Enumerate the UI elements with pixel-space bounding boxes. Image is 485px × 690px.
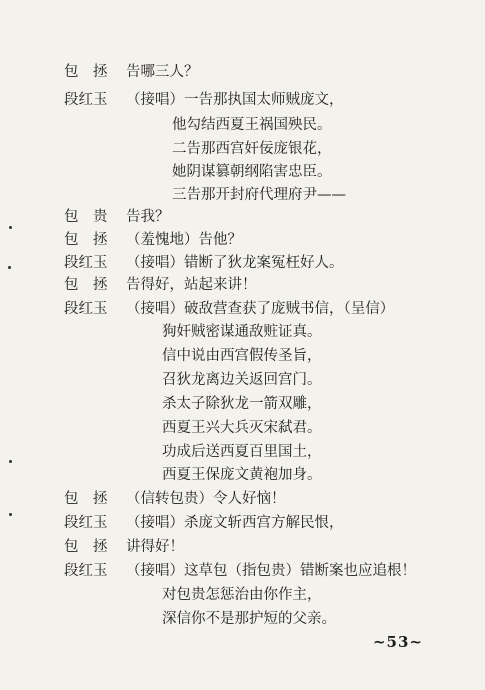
verse-line bbox=[0, 320, 485, 344]
verse-line bbox=[0, 137, 485, 161]
line-text: 告我？ bbox=[126, 209, 170, 225]
dialogue-line bbox=[0, 487, 485, 511]
verse-text: 召狄龙离边关返回宫门。 bbox=[162, 372, 322, 388]
verse-text: 功成后送西夏百里国土， bbox=[162, 444, 322, 460]
line-text: （信转包贵）令人好恼！ bbox=[126, 491, 286, 507]
speaker-name: 包 拯 bbox=[64, 539, 108, 555]
speaker-name: 段红玉 bbox=[64, 301, 108, 317]
verse-line bbox=[0, 183, 485, 207]
verse-line bbox=[0, 113, 485, 137]
verse-line bbox=[0, 160, 485, 184]
verse-text: 杀太子除狄龙一箭双雕， bbox=[162, 396, 322, 412]
speaker-name: 包 拯 bbox=[64, 491, 108, 507]
verse-line bbox=[0, 607, 485, 631]
verse-line bbox=[0, 392, 485, 416]
verse-line bbox=[0, 368, 485, 392]
verse-line bbox=[0, 583, 485, 607]
speaker-name: 段红玉 bbox=[64, 563, 108, 579]
verse-line bbox=[0, 463, 485, 487]
margin-dot bbox=[8, 266, 11, 269]
page-number: ~53~ bbox=[372, 633, 423, 651]
verse-text: 信中说由西宫假传圣旨， bbox=[162, 348, 322, 364]
speaker-name: 包 拯 bbox=[64, 232, 108, 248]
verse-line bbox=[0, 416, 485, 440]
line-text: （接唱）错断了狄龙案冤枉好人。 bbox=[126, 255, 344, 271]
verse-text: 对包贵怎惩治由你作主， bbox=[162, 587, 322, 603]
dialogue-line bbox=[0, 60, 485, 84]
verse-text: 深信你不是那护短的父亲。 bbox=[162, 611, 336, 627]
line-text: （接唱）杀庞文斩西宫方解民恨， bbox=[126, 515, 344, 531]
speaker-name: 段红玉 bbox=[64, 255, 108, 271]
verse-text: 西夏王兴大兵灭宋弑君。 bbox=[162, 420, 322, 436]
verse-text: 三告那开封府代理府尹—— bbox=[172, 187, 346, 203]
speaker-name: 段红玉 bbox=[64, 92, 108, 108]
speaker-name: 包 拯 bbox=[64, 277, 108, 293]
line-text: （接唱）破敌营查获了庞贼书信，（呈信） bbox=[126, 301, 395, 317]
line-text: （羞愧地）告他？ bbox=[126, 232, 242, 248]
speaker-name: 段红玉 bbox=[64, 515, 108, 531]
verse-line bbox=[0, 344, 485, 368]
margin-dot bbox=[9, 226, 12, 229]
verse-text: 他勾结西夏王祸国殃民。 bbox=[172, 117, 332, 133]
line-text: （接唱）一告那执国太师贼庞文， bbox=[126, 92, 344, 108]
dialogue-line bbox=[0, 273, 485, 297]
line-text: 讲得好！ bbox=[126, 539, 184, 555]
margin-dot bbox=[9, 513, 12, 516]
verse-text: 二告那西宫奸佞庞银花， bbox=[172, 141, 332, 157]
dialogue-line bbox=[0, 535, 485, 559]
dialogue-line bbox=[0, 559, 485, 583]
line-text: 告得好，站起来讲！ bbox=[126, 277, 257, 293]
line-text: （接唱）这草包（指包贵）错断案也应追根！ bbox=[126, 563, 416, 579]
verse-text: 她阴谋篡朝纲陷害忠臣。 bbox=[172, 164, 332, 180]
dialogue-line bbox=[0, 511, 485, 535]
speaker-name: 包 贵 bbox=[64, 209, 108, 225]
dialogue-line bbox=[0, 297, 485, 321]
dialogue-line bbox=[0, 88, 485, 112]
speaker-name: 包 拯 bbox=[64, 64, 108, 80]
dialogue-line bbox=[0, 228, 485, 252]
verse-line bbox=[0, 440, 485, 464]
dialogue-line bbox=[0, 205, 485, 229]
line-text: 告哪三人？ bbox=[126, 64, 199, 80]
verse-text: 西夏王保庞文黄袍加身。 bbox=[162, 467, 322, 483]
dialogue-line bbox=[0, 251, 485, 275]
verse-text: 狗奸贼密谋通敌赃证真。 bbox=[162, 324, 322, 340]
margin-dot bbox=[9, 460, 12, 463]
